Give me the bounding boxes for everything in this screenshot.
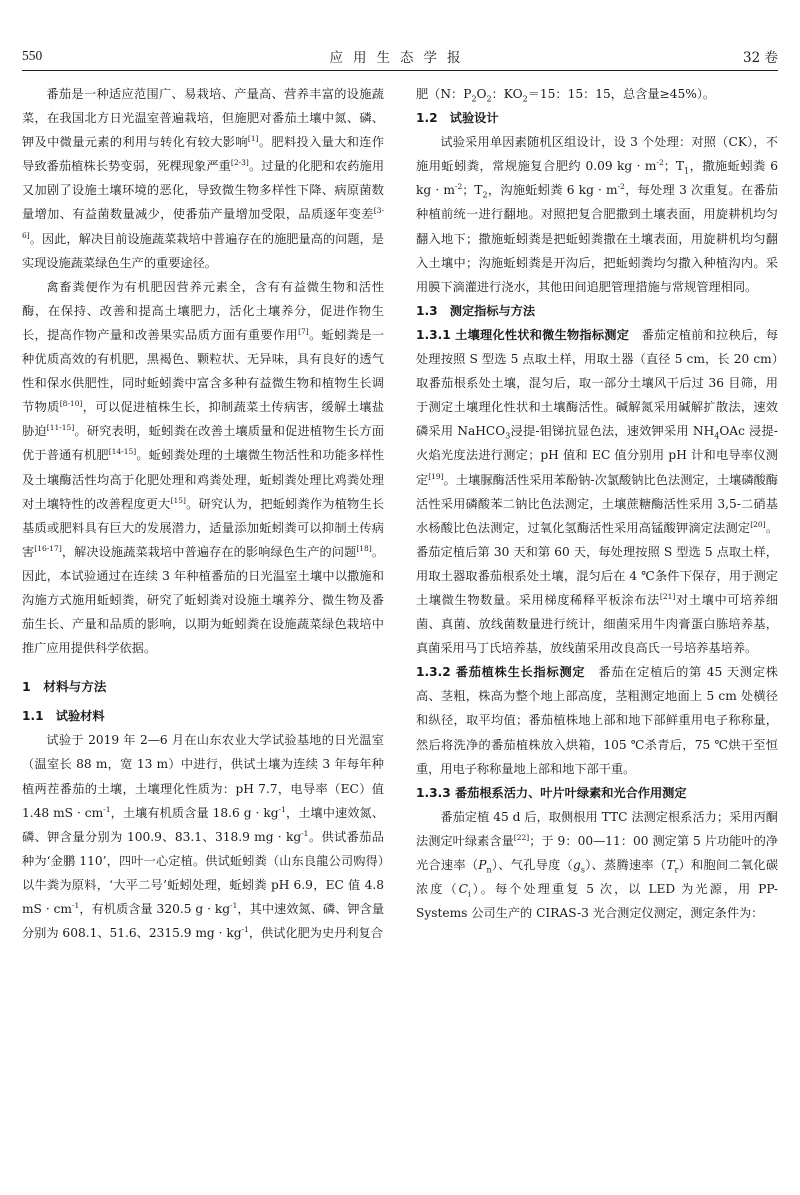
- citation: [16-17]: [34, 543, 62, 553]
- section-heading-1-3-2: 1.3.2 番茄植株生长指标测定: [416, 665, 586, 680]
- section-heading-1-3-1: 1.3.1 土壤理化性状和微生物指标测定: [416, 327, 630, 342]
- page-number: 550: [22, 48, 43, 63]
- citation: [7]: [298, 326, 309, 336]
- volume-number: 32 卷: [743, 50, 778, 66]
- citation: [19]: [428, 471, 444, 481]
- section-heading-1-1: 1.1 试验材料: [22, 709, 105, 724]
- journal-name: 应用生态学报: [329, 50, 471, 66]
- intro-paragraph-1: 番茄是一种适应范围广、易栽培、产量高、营养丰富的设施蔬菜，在我国北方日光温室普遍栽培，但施肥对番茄土壤中氮、磷、钾及中微量元素的利用与转化有较大影响[1]。肥料投入量大和连作导致番茄植株长势变弱，死棵现象严重[2-3]。过量的化肥和农药施用又加剧了设施土壤环境的恶化，导致微生物多样性下降、病原菌数量增加、有益菌数量减少，使番茄产量增加受限，品质逐年变差[3-6]。因此，解决目前设施蔬菜栽培中普遍存在的施肥量高的问题，是实现设施蔬菜绿色生产的重要途径。: [22, 87, 385, 270]
- citation: [18]: [356, 543, 372, 553]
- design-paragraph: 试验采用单因素随机区组设计，设 3 个处理：对照（CK），不施用蚯蚓粪，常规施复合肥约 0.09 kg · $m^{-2}$；$T_1$，撒施蚯蚓粪 6 kg · $m^{-2}$；$T_2$，沟施蚯蚓粪 6 kg · $m^{-2}$，每处理 3 次重复。在番茄种植前统一进行翻地。对照把复合肥撒到土壤表面，用旋耕机均匀翻入地下；撒施蚯蚓粪是把蚯蚓粪撒在土壤表面，用旋耕机均匀翻入土壤中；沟施蚯蚓粪是开沟后，把蚯蚓粪均匀撒入种植沟内。采用膜下滴灌进行浇水，其他田间追肥管理措施与常规管理相同。: [416, 135, 778, 294]
- citation: [8-10]: [59, 399, 83, 409]
- citation: [11-15]: [46, 423, 75, 433]
- citation: [22]: [513, 832, 530, 842]
- materials-paragraph: 试验于 2019 年 2—6 月在山东农业大学试验基地的日光温室（温室长 88 m，宽 13 m）中进行，供试土壤为连续 3 年每年种植两茬番茄的土壤，土壤理化性质为：pH 7.7，电导率（EC）值 1.48 mS · $cm^{-1}$，土壤有机质含量 18.6 $g \cdot kg^{-1}$，土壤中速效氮、磷、钾含量分别为 100.9、83.1、318.9 mg · $kg^{-1}$。供试番茄品种为‘金鹏 110’，四叶一心定植。供试蚯蚓粪（山东良龍公司购得）以牛粪为原料，‘大平二号’蚯蚓处理，蚯蚓粪 pH 6.9，EC 值 4.8 mS · $cm^{-1}$，有机质含量 320.5 $g \cdot kg^{-1}$，其中速效氮、磷、钾含量分别为 608.1、51.6、2315.9 mg · $kg^{-1}$，供试化肥为史丹利复合: [22, 733, 385, 941]
- citation: [1]: [247, 134, 259, 144]
- citation: [2-3]: [230, 158, 249, 168]
- intro-paragraph-2: 禽畜粪便作为有机肥因营养元素全，含有有益微生物和活性酶，在保持、改善和提高土壤肥力，活化土壤养分，促进作物生长，提高作物产量和改善果实品质方面有重要作用[7]。蚯蚓粪是一种优质高效的有机肥，黑褐色、颗粒状、无异味，具有良好的透气性和保水供肥性，同时蚯蚓粪中富含多种有益微生物和植物生长调节物质[8-10]，可以促进植株生长，抑制蔬菜土传病害，缓解土壤盐胁迫[11-15]。研究表明，蚯蚓粪在改善土壤质量和促进植物生长方面优于普通有机肥[14-15]。蚯蚓粪处理的土壤微生物活性和功能多样性及土壤酶活性均高于化肥处理和鸡粪处理，蚯蚓粪处理比鸡粪处理对土壤特性的改善程度更大[15]。研究认为，把蚯蚓粪作为植物生长基质或肥料具有巨大的发展潜力，适量添加蚯蚓粪可以抑制土传病害[16-17]，解决设施蔬菜栽培中普遍存在的影响绿色生产的问题[18]。因此，本试验通过在连续 3 年种植番茄的日光温室土壤中以撒施和沟施方式施用蚯蚓粪，研究了蚯蚓粪对设施土壤养分、微生物及番茄生长、产量和品质的影响，以期为蚯蚓粪在设施蔬菜绿色栽培中推广应用提供科学依据。: [22, 279, 385, 656]
- citation: [21]: [659, 591, 676, 601]
- section-heading-1-3-3: 1.3.3 番茄根系活力、叶片叶绿素和光合作用测定: [416, 785, 687, 800]
- citation: [3-6]: [22, 206, 384, 240]
- materials-paragraph-continued: 肥（N：$P_2O_2$：$KO_2=15$：15：15，总含量≥45%）。: [416, 87, 716, 104]
- citation: [15]: [170, 495, 186, 505]
- photosynthesis-paragraph: 番茄定植 45 d 后，取侧根用 TTC 法测定根系活力；采用丙酮法测定叶绿素含量[22]；于 9：00—11：00 测定第 5 片功能叶的净光合速率$(P_n)$、气孔导度$(g_s)$、蒸腾速率$(T_r)$和胞间二氧化碳浓度$(C_i)$。每个处理重复 5 次，以 LED 为光源，用 PP-Systems 公司生产的 CIRAS-3 光合测定仪测定，测定条件为：: [416, 809, 779, 921]
- growth-measurement-paragraph: 1.3.2 番茄植株生长指标测定 番茄在定植后的第 45 天测定株高、茎粗，株高为整个地上部高度，茎粗测定地面上 5 cm 处横径和纵径，取平均值；番茄植株地上部和地下部鲜重用电子称称量，然后将洗净的番茄植株放入烘箱，105 ℃杀青后，75 ℃烘干至恒重，用电子称称量地上部和地下部干重。: [416, 665, 778, 776]
- citation: [14-15]: [108, 447, 137, 457]
- soil-measurement-paragraph: 1.3.1 土壤理化性状和微生物指标测定 番茄定植前和拉秧后，每处理按照 S 型选 5 点取土样，用取土器（直径 5 cm，长 20 cm）取番茄根系处土壤，混匀后，取一部分土壤风干后过 36 目筛，用于测定土壤理化性状和土壤酶活性。碱解氮采用碱解扩散法，速效磷采用 NaHCO$_3$浸提-钼锑抗显色法，速效钾采用 $NH_4OAc$ 浸提-火焰光度法进行测定；pH 值和 EC 值分别用 pH 计和电导率仪测定[19]。土壤脲酶活性采用苯酚钠-次氯酸钠比色法测定，土壤磷酸酶活性采用磷酸苯二钠比色法测定，土壤蔗糖酶活性采用 3,5-二硝基水杨酸比色法测定，过氧化氢酶活性采用高锰酸钾滴定法测定[20]。番茄定植后第 30 天和第 60 天，每处理按照 S 型选 5 点取土样，用取土器取番茄根系处土壤，混匀后在 4 ℃条件下保存，用于测定土壤微生物数量。采用梯度稀释平板涂布法[21]对土壤中可培养细菌、真菌、放线菌数量进行统计，细菌采用牛肉膏蛋白胨培养基，真菌采用马丁氏培养基，放线菌采用改良高氏一号培养基培养。: [416, 327, 779, 656]
- right-column: [416, 82, 778, 925]
- running-header: [22, 44, 778, 68]
- section-heading-1: 1 材料与方法: [22, 679, 107, 695]
- header-rule: [22, 70, 778, 71]
- section-heading-1-3: 1.3 测定指标与方法: [416, 303, 536, 318]
- citation: [20]: [750, 519, 766, 529]
- section-heading-1-2: 1.2 试验设计: [416, 111, 499, 126]
- left-column: [22, 82, 384, 945]
